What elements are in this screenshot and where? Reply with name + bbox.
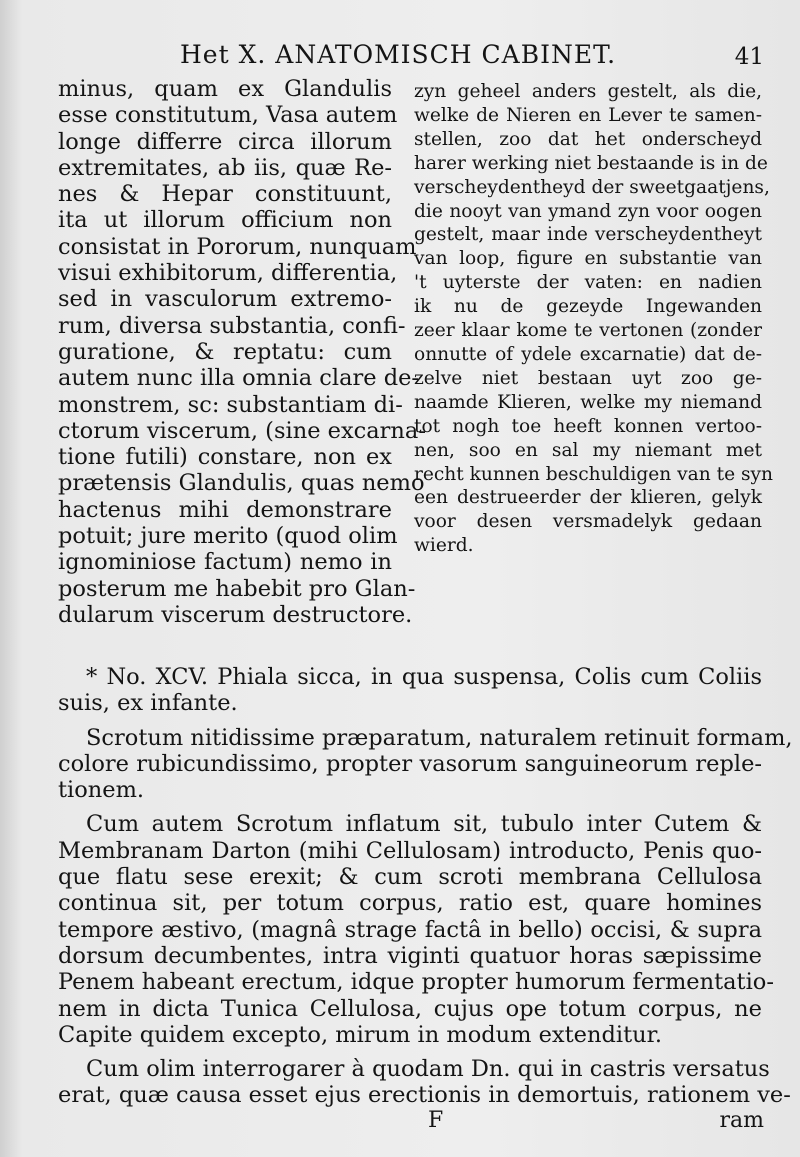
text-line: Capite quidem excepto, mirum in modum extenditur. bbox=[58, 1021, 663, 1048]
text-line: que flatu sese erexit; & cum scroti membrana Cellulosa bbox=[58, 864, 762, 891]
text-line: van loop, figure en substantie van bbox=[414, 248, 762, 270]
text-line: nen, soo en sal my niemant met bbox=[414, 439, 762, 461]
text-line: verscheydentheyd der sweetgaatjens, bbox=[414, 176, 770, 198]
text-line: Membranam Darton (mihi Cellulosam) introducto, Penis quo- bbox=[58, 837, 762, 864]
paragraph bbox=[58, 1056, 791, 1109]
text-line: hactenus mihi demonstrare bbox=[58, 496, 392, 523]
catchword: ram bbox=[719, 1108, 764, 1133]
text-line: suis, ex infante. bbox=[58, 690, 238, 717]
text-line: sed in vasculorum extremo- bbox=[58, 286, 392, 313]
page-number: 41 bbox=[734, 44, 764, 70]
text-line: naamde Klieren, welke my niemand bbox=[414, 391, 762, 413]
text-line: zeer klaar kome te vertonen (zonder bbox=[414, 320, 762, 342]
text-line: stellen, zoo dat het onderscheyd bbox=[414, 128, 762, 150]
full-width-text bbox=[58, 664, 793, 1109]
text-line: erat, quæ causa esset ejus erectionis in demortuis, rationem ve- bbox=[58, 1082, 791, 1109]
text-line: posterum me habebit pro Glan- bbox=[58, 575, 416, 602]
text-line: nes & Hepar constituunt, bbox=[58, 181, 392, 208]
text-line: zelve niet bestaan uyt zoo ge- bbox=[414, 367, 762, 389]
text-line: die nooyt van ymand zyn voor oogen bbox=[414, 200, 762, 222]
paragraph bbox=[58, 724, 793, 804]
text-line: colore rubicundissimo, propter vasorum sanguineorum reple- bbox=[58, 750, 762, 777]
text-line: Cum olim interrogarer à quodam Dn. qui in castris versatus bbox=[86, 1056, 770, 1083]
text-line: * No. XCV. Phiala sicca, in qua suspensa, Colis cum Coliis bbox=[86, 664, 762, 690]
text-line: 't uyterste der vaten: en nadien bbox=[414, 272, 762, 294]
text-line: ita ut illorum officium non bbox=[58, 207, 392, 234]
text-line: ignominiose factum) nemo in bbox=[58, 549, 392, 576]
text-line: tot nogh toe heeft konnen vertoo- bbox=[414, 415, 762, 437]
text-line: prætensis Glandulis, quas nemo bbox=[58, 470, 425, 497]
text-line: visui exhibitorum, differentia, bbox=[58, 260, 398, 287]
running-title: Het X. ANATOMISCH CABINET. bbox=[180, 40, 617, 69]
text-line: consistat in Pororum, nunquam bbox=[58, 233, 417, 260]
text-line: minus, quam ex Glandulis bbox=[58, 76, 392, 102]
text-line: nem in dicta Tunica Cellulosa, cujus ope totum corpus, ne bbox=[58, 995, 762, 1022]
dutch-column bbox=[414, 80, 774, 558]
text-line: tempore æstivo, (magnâ strage factâ in bello) occisi, & supra bbox=[58, 916, 762, 943]
text-line: esse constitutum, Vasa autem bbox=[58, 102, 398, 129]
text-line: guratione, & reptatu: cum bbox=[58, 338, 392, 365]
text-line: continua sit, per totum corpus, ratio est, quare homines bbox=[58, 890, 762, 917]
text-line: ik nu de gezeyde Ingewanden bbox=[414, 296, 762, 318]
text-line: gestelt, maar inde verscheydentheyt bbox=[414, 224, 762, 246]
text-line: zyn geheel anders gestelt, als die, bbox=[414, 81, 762, 102]
text-line: dularum viscerum destructore. bbox=[58, 601, 413, 628]
text-line: potuit; jure merito (quod olim bbox=[58, 523, 398, 550]
text-line: Cum autem Scrotum inflatum sit, tubulo inter Cutem & bbox=[86, 811, 762, 838]
text-line: harer werking niet bestaande is in de bbox=[414, 152, 768, 174]
text-line: onnutte of ydele excarnatie) dat de- bbox=[414, 343, 762, 365]
text-line: wierd. bbox=[414, 535, 474, 557]
text-line: Penem habeant erectum, idque propter humorum fermentatio- bbox=[58, 969, 774, 996]
text-line: Scrotum nitidissime præparatum, naturalem retinuit formam, bbox=[86, 724, 793, 751]
signature-mark: F bbox=[428, 1108, 444, 1133]
latin-column bbox=[58, 76, 426, 628]
text-line: longe differre circa illorum bbox=[58, 128, 392, 155]
text-line: dorsum decumbentes, intra viginti quatuor horas sæpissime bbox=[58, 942, 762, 969]
paragraph bbox=[58, 811, 774, 1048]
text-line: recht kunnen beschuldigen van te syn bbox=[414, 463, 774, 485]
text-line: rum, diversa substantia, confi- bbox=[58, 312, 406, 339]
text-line: autem nunc illa omnia clare de- bbox=[58, 365, 420, 392]
text-line: extremitates, ab iis, quæ Re- bbox=[58, 154, 392, 181]
text-line: ctorum viscerum, (sine excarna- bbox=[58, 417, 426, 444]
running-head bbox=[0, 40, 800, 74]
text-line: voor desen versmadelyk gedaan bbox=[414, 511, 762, 533]
text-line: tionem. bbox=[58, 777, 145, 804]
text-line: tione futili) constare, non ex bbox=[58, 444, 392, 471]
text-line: een destrueerder der klieren, gelyk bbox=[414, 487, 762, 509]
entry-heading bbox=[58, 664, 762, 717]
text-line: monstrem, sc: substantiam di- bbox=[58, 391, 403, 418]
text-line: welke de Nieren en Lever te samen- bbox=[414, 104, 762, 126]
